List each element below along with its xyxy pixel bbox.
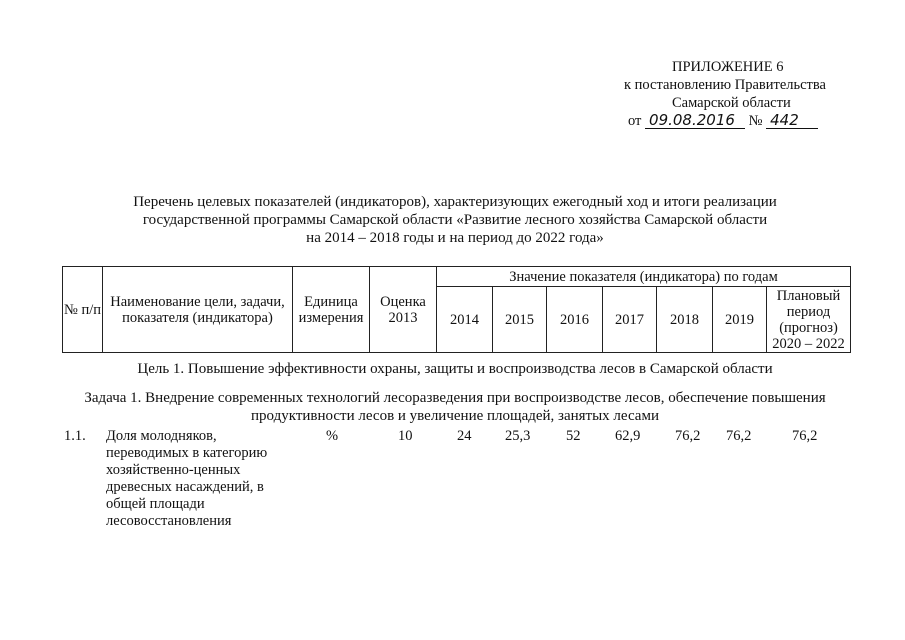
handwritten-date: 09.08.2016 (645, 112, 745, 129)
task-1-line-1: Задача 1. Внедрение современных технологий лесоразведения при воспроизводстве лесов, обеспечение повышения (84, 390, 826, 406)
appendix-region-line: Самарской области (672, 95, 791, 111)
document-title-line-1: Перечень целевых показателей (индикаторов), характеризующих ежегодный ход и итоги реализации (133, 194, 777, 210)
header-unit: Единица измерения (293, 267, 370, 353)
date-prefix: от (628, 113, 642, 129)
header-year: 2014 (437, 287, 493, 353)
appendix-title: ПРИЛОЖЕНИЕ 6 (672, 59, 784, 75)
row-estimate: 10 (398, 428, 413, 444)
header-year: 2016 (547, 287, 603, 353)
row-unit: % (326, 428, 339, 444)
document-title (60, 193, 850, 247)
document-title-line-3: на 2014 – 2018 годы и на период до 2022 года» (306, 230, 604, 246)
task-1 (60, 389, 850, 425)
header-year: 2018 (657, 287, 713, 353)
appendix-block (560, 58, 860, 130)
row-name: Доля молодняков, переводимых в категорию хозяйственно-ценных древесных насаждений, в общей площади лесовосстановления (106, 428, 268, 529)
indicator-table-header (62, 266, 851, 353)
header-year: 2019 (713, 287, 767, 353)
header-planned: Плановый период (прогноз) 2020 – 2022 (767, 287, 851, 353)
header-name: Наименование цели, задачи, показателя (индикатора) (103, 267, 293, 353)
row-value-2016: 52 (566, 428, 581, 444)
row-num: 1.1. (64, 428, 86, 444)
header-year: 2015 (493, 287, 547, 353)
number-prefix: № (748, 113, 763, 129)
header-values-group: Значение показателя (индикатора) по годам (437, 267, 851, 287)
header-estimate: Оценка 2013 (370, 267, 437, 353)
row-value-2014: 24 (457, 428, 472, 444)
row-planned: 76,2 (792, 428, 818, 444)
goal-1: Цель 1. Повышение эффективности охраны, защиты и воспроизводства лесов в Самарской области (137, 361, 773, 377)
row-value-2017: 62,9 (615, 428, 641, 444)
appendix-date-line (628, 112, 860, 130)
row-value-2019: 76,2 (726, 428, 752, 444)
appendix-decree-line: к постановлению Правительства (624, 77, 826, 93)
handwritten-number: 442 (766, 112, 818, 129)
header-year: 2017 (603, 287, 657, 353)
task-1-line-2: продуктивности лесов и увеличение площадей, занятых лесами (251, 408, 659, 424)
document-title-line-2: государственной программы Самарской области «Развитие лесного хозяйства Самарской области (142, 212, 768, 228)
row-value-2015: 25,3 (505, 428, 531, 444)
row-value-2018: 76,2 (675, 428, 701, 444)
header-num: № п/п (63, 267, 103, 353)
